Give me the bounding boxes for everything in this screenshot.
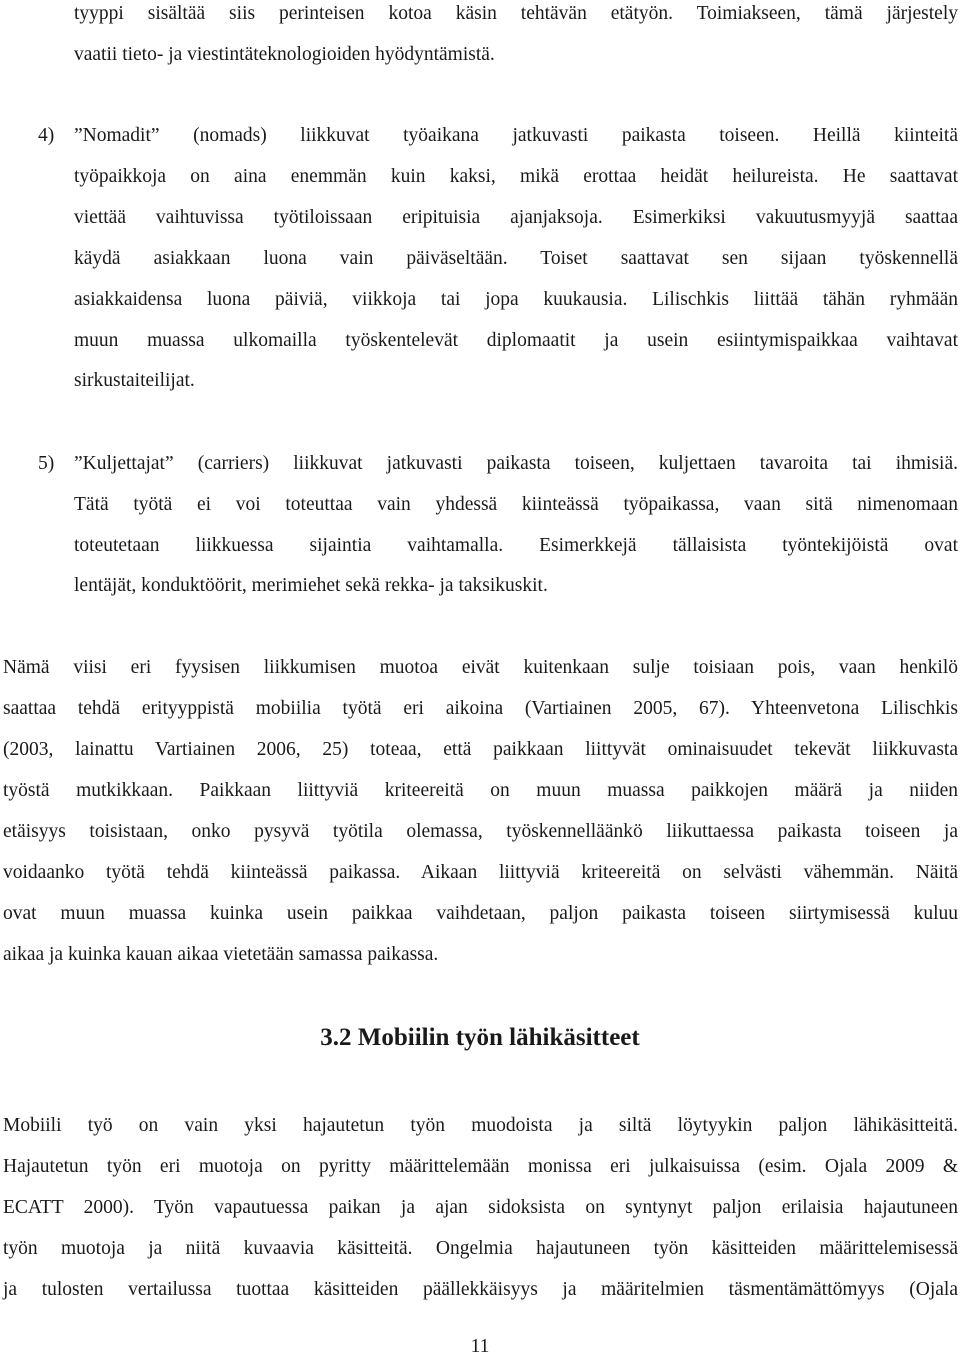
- summary-line-4: työstä mutkikkaan. Paikkaan liittyviä kriteereitä on muun muassa paikkojen määrä ja niiden: [3, 780, 958, 801]
- section-line-5: ja tulosten vertailussa tuottaa käsitteiden päällekkäisyys ja määritelmien täsmentämättömyys (Ojala: [3, 1279, 958, 1300]
- item3-line-2: vaatii tieto- ja viestintäteknologioiden hyödyntämistä.: [74, 44, 495, 65]
- item5-line-4: lentäjät, konduktöörit, merimiehet sekä rekka- ja taksikuskit.: [74, 575, 548, 596]
- item5-line-3: toteutetaan liikkuessa sijaintia vaihtamalla. Esimerkkejä tällaisista työntekijöistä ovat: [74, 535, 958, 556]
- section-line-4: työn muotoja ja niitä kuvaavia käsitteitä. Ongelmia hajautuneen työn käsitteiden määrittelemisessä: [3, 1238, 958, 1259]
- section-heading: 3.2 Mobiilin työn lähikäsitteet: [320, 1024, 640, 1051]
- item4-line-6: muun muassa ulkomailla työskentelevät diplomaatit ja usein esiintymispaikkaa vaihtavat: [74, 330, 958, 351]
- item4-line-1: ”Nomadit” (nomads) liikkuvat työaikana jatkuvasti paikasta toiseen. Heillä kiinteitä: [74, 125, 958, 146]
- page-number: 11: [470, 1336, 490, 1357]
- item5-line-1: ”Kuljettajat” (carriers) liikkuvat jatkuvasti paikasta toiseen, kuljettaen tavaroita tai ihmisiä.: [74, 453, 958, 474]
- summary-line-8: aikaa ja kuinka kauan aikaa vietetään samassa paikassa.: [3, 944, 439, 965]
- section-line-1: Mobiili työ on vain yksi hajautetun työn muodoista ja siltä löytyykin paljon lähikäsitteitä.: [3, 1115, 958, 1136]
- summary-line-3: (2003, lainattu Vartiainen 2006, 25) toteaa, että paikkaan liittyvät ominaisuudet tekevät liikkuvasta: [3, 739, 958, 760]
- summary-line-5: etäisyys toisistaan, onko pysyvä työtila olemassa, työskennelläänkö liikuttaessa paikasta toiseen ja: [3, 821, 958, 842]
- list-marker-4: 4): [38, 125, 55, 146]
- item4-line-4: käydä asiakkaan luona vain päiväseltään. Toiset saattavat sen sijaan työskennellä: [74, 248, 958, 269]
- section-line-2: Hajautetun työn eri muotoja on pyritty määrittelemään monissa eri julkaisuissa (esim. Ojala 2009 &: [3, 1156, 958, 1177]
- list-marker-5: 5): [38, 453, 55, 474]
- item4-line-2: työpaikkoja on aina enemmän kuin kaksi, mikä erottaa heidät heilureista. He saattavat: [74, 166, 958, 187]
- item5-line-2: Tätä työtä ei voi toteuttaa vain yhdessä kiinteässä työpaikassa, vaan sitä nimenomaan: [74, 494, 958, 515]
- section-line-3: ECATT 2000). Työn vapautuessa paikan ja ajan sidoksista on syntynyt paljon erilaisia hajautuneen: [3, 1197, 958, 1218]
- item4-line-3: viettää vaihtuvissa työtiloissaan eripituisia ajanjaksoja. Esimerkiksi vakuutusmyyjä saattaa: [74, 207, 958, 228]
- summary-line-1: Nämä viisi eri fyysisen liikkumisen muotoa eivät kuitenkaan sulje toisiaan pois, vaan henkilö: [3, 657, 958, 678]
- item4-line-5: asiakkaidensa luona päiviä, viikkoja tai jopa kuukausia. Lilischkis liittää tähän ryhmään: [74, 289, 958, 310]
- item4-line-7: sirkustaiteilijat.: [74, 370, 195, 391]
- summary-line-2: saattaa tehdä erityyppistä mobiilia työtä eri aikoina (Vartiainen 2005, 67). Yhteenvetona Lilischkis: [3, 698, 958, 719]
- summary-line-7: ovat muun muassa kuinka usein paikkaa vaihdetaan, paljon paikasta toiseen siirtymisessä kuluu: [3, 903, 958, 924]
- item3-line-1: tyyppi sisältää siis perinteisen kotoa käsin tehtävän etätyön. Toimiakseen, tämä järjestely: [74, 3, 958, 24]
- summary-line-6: voidaanko työtä tehdä kiinteässä paikassa. Aikaan liittyviä kriteereitä on selvästi vähemmän. Näitä: [3, 862, 958, 883]
